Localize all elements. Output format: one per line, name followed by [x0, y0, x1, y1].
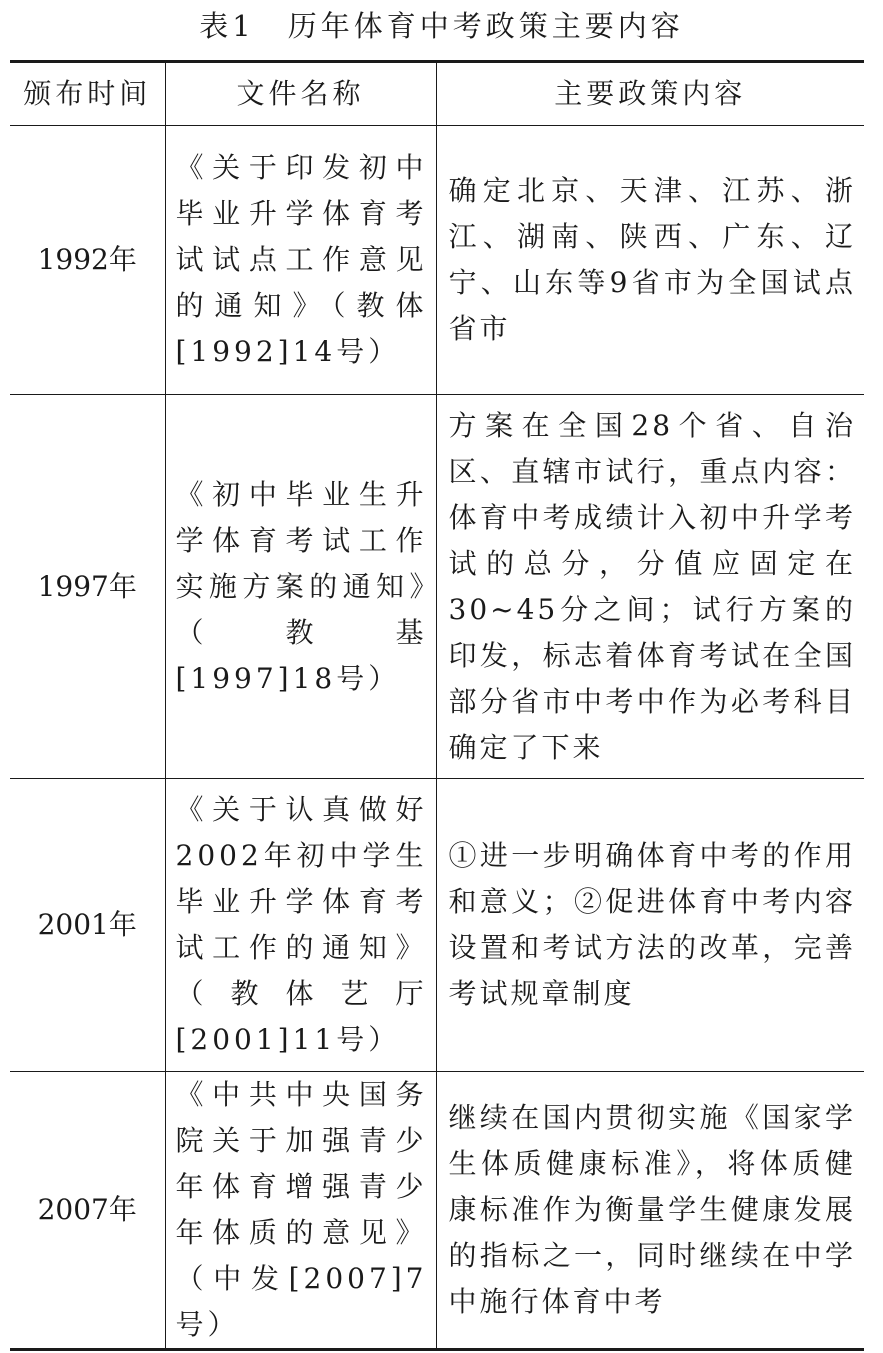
content-cell: 继续在国内贯彻实施《国家学生体质健康标准》，将体质健康标准作为衡量学生健康发展的指标之一，同时继续在中学中施行体育中考 — [436, 1072, 864, 1350]
table-row — [10, 126, 864, 395]
content-cell: ①进一步明确体育中考的作用和意义；②促进体育中考内容设置和考试方法的改革，完善考试规章制度 — [436, 779, 864, 1072]
header-row — [10, 62, 864, 126]
table-row — [10, 1072, 864, 1350]
header-year: 颁布时间 — [10, 62, 165, 126]
year-cell: 2001年 — [10, 779, 165, 1072]
content-cell: 确定北京、天津、江苏、浙江、湖南、陕西、广东、辽宁、山东等9省市为全国试点省市 — [436, 126, 864, 395]
header-content: 主要政策内容 — [436, 62, 864, 126]
document-cell: 《初中毕业生升学体育考试工作实施方案的通知》（教基[1997]18号） — [165, 395, 436, 779]
document-cell: 《关于认真做好2002年初中学生毕业升学体育考试工作的通知》（教体艺厅[2001]11号） — [165, 779, 436, 1072]
year-cell: 1997年 — [10, 395, 165, 779]
table-row — [10, 779, 864, 1072]
table-caption: 表1 历年体育中考政策主要内容 — [199, 9, 684, 43]
document-cell: 《关于印发初中毕业升学体育考试试点工作意见的通知》（教体[1992]14号） — [165, 126, 436, 395]
year-cell: 2007年 — [10, 1072, 165, 1350]
year-cell: 1992年 — [10, 126, 165, 395]
table-row — [10, 395, 864, 779]
document-cell: 《中共中央国务院关于加强青少年体育增强青少年体质的意见》（中发[2007]7号） — [165, 1072, 436, 1350]
policy-table — [10, 60, 864, 1351]
content-cell: 方案在全国28个省、自治区、直辖市试行，重点内容：体育中考成绩计入初中升学考试的总分，分值应固定在30~45分之间；试行方案的印发，标志着体育考试在全国部分省市中考中作为必考科目确定了下来 — [436, 395, 864, 779]
header-document: 文件名称 — [165, 62, 436, 126]
